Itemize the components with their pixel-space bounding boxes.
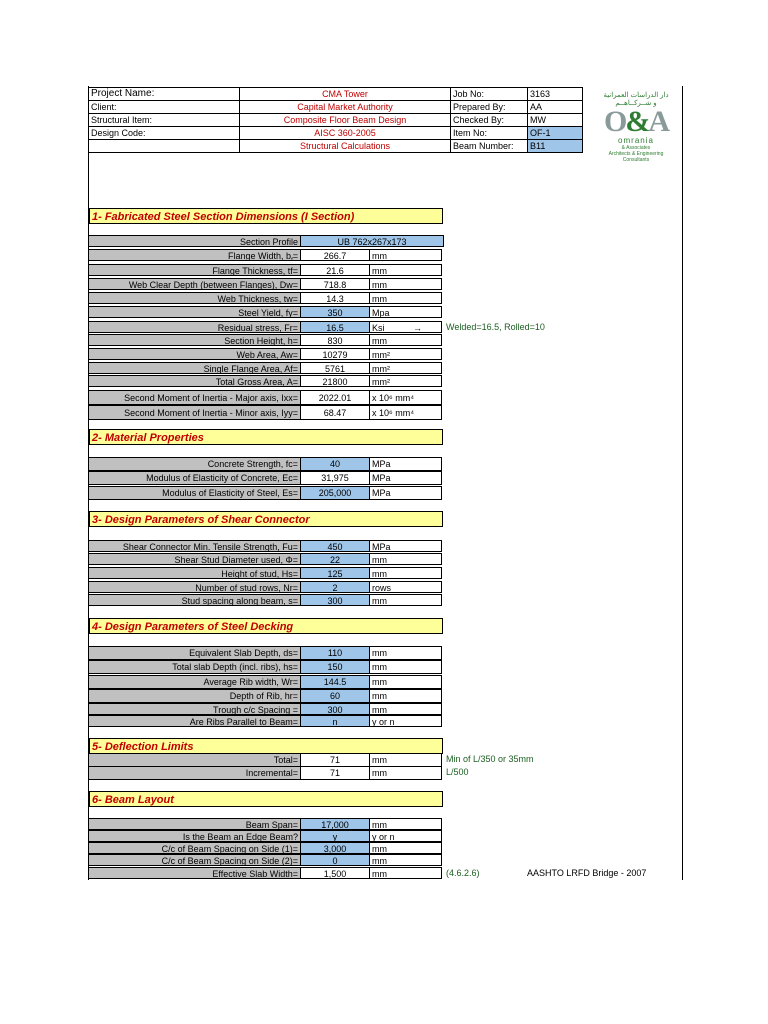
- inertia-major-value: 2022.01: [301, 390, 370, 405]
- client-label: Client:: [89, 101, 240, 114]
- checked-by-value[interactable]: MW: [528, 114, 583, 127]
- trough-spacing-unit: mm: [370, 703, 442, 715]
- stud-spacing-input[interactable]: 300: [301, 594, 370, 606]
- equivalent-slab-depth-label: Equivalent Slab Depth, ds=: [88, 646, 301, 660]
- stud-diameter-unit: mm: [370, 553, 442, 565]
- beam-spacing-side1-label: C/c of Beam Spacing on Side (1)=: [88, 842, 301, 854]
- header-row: [89, 101, 583, 114]
- logo-tagline: Architects & Engineering Consultants: [608, 151, 664, 163]
- concrete-strength-unit: MPa: [370, 457, 442, 471]
- beam-spacing-side1-input[interactable]: 3,000: [301, 842, 370, 854]
- effective-slab-width-value: 1,500: [301, 867, 370, 879]
- deflection-total-unit: mm: [370, 753, 442, 767]
- concrete-modulus-value: 31,975: [301, 471, 370, 485]
- section-profile-select[interactable]: UB 762x267x173: [301, 235, 444, 247]
- stud-spacing-label: Stud spacing along beam, s=: [88, 594, 301, 606]
- prepared-by-label: Prepared By:: [451, 101, 528, 114]
- empty-label: [89, 140, 240, 153]
- stud-tensile-unit: MPa: [370, 540, 442, 552]
- stud-rows-input[interactable]: 2: [301, 581, 370, 593]
- steel-modulus-label: Modulus of Elasticity of Steel, Es=: [88, 486, 301, 500]
- section-title-beam-layout: 6- Beam Layout: [89, 791, 443, 807]
- deflection-incremental-note: L/500: [446, 767, 469, 777]
- steel-yield-unit: Mpa: [370, 306, 442, 318]
- flange-thickness-unit: mm: [370, 264, 442, 276]
- steel-modulus-unit: MPa: [370, 486, 442, 500]
- checked-by-label: Checked By:: [451, 114, 528, 127]
- flange-width-value: 266.7: [301, 249, 370, 261]
- total-gross-area-unit: mm²: [370, 375, 442, 387]
- inertia-minor-label: Second Moment of Inertia - Minor axis, Iyy=: [88, 405, 301, 420]
- stud-tensile-label: Shear Connector Min. Tensile Strength, Fu=: [88, 540, 301, 552]
- concrete-modulus-unit: MPa: [370, 471, 442, 485]
- inertia-major-label: Second Moment of Inertia - Major axis, Ixx=: [88, 390, 301, 405]
- web-area-unit: mm²: [370, 348, 442, 360]
- flange-thickness-label: Flange Thickness, tf=: [88, 264, 301, 276]
- concrete-modulus-label: Modulus of Elasticity of Concrete, Ec=: [88, 471, 301, 485]
- web-clear-depth-label: Web Clear Depth (between Flanges), Dw=: [88, 278, 301, 290]
- web-clear-depth-unit: mm: [370, 278, 442, 290]
- stud-height-unit: mm: [370, 567, 442, 579]
- inertia-minor-value: 68.47: [301, 405, 370, 420]
- stud-tensile-input[interactable]: 450: [301, 540, 370, 552]
- deflection-incremental-unit: mm: [370, 766, 442, 780]
- effective-slab-width-label: Effective Slab Width=: [88, 867, 301, 879]
- flange-thickness-value: 21.6: [301, 264, 370, 276]
- beam-number-label: Beam Number:: [451, 140, 528, 153]
- edge-beam-input[interactable]: y: [301, 830, 370, 842]
- header-row: [89, 140, 583, 153]
- single-flange-area-unit: mm²: [370, 362, 442, 374]
- arrow-right-icon: →: [413, 323, 422, 333]
- equivalent-slab-depth-input[interactable]: 110: [301, 646, 370, 660]
- total-slab-depth-unit: mm: [370, 660, 442, 674]
- item-no-value[interactable]: OF-1: [528, 127, 583, 140]
- effective-slab-width-code: AASHTO LRFD Bridge - 2007: [527, 868, 647, 878]
- section-title-deflection: 5- Deflection Limits: [89, 738, 443, 754]
- residual-stress-unit: Ksi →: [370, 321, 442, 333]
- structural-item-value[interactable]: Composite Floor Beam Design: [240, 114, 451, 127]
- beam-spacing-side1-unit: mm: [370, 842, 442, 854]
- residual-stress-label: Residual stress, Fr=: [88, 321, 301, 333]
- document-type-value[interactable]: Structural Calculations: [240, 140, 451, 153]
- logo-arabic-line1: دار الدراسات العمرانية: [603, 92, 669, 99]
- web-area-label: Web Area, Aw=: [88, 348, 301, 360]
- effective-slab-width-ref: (4.6.2.6): [446, 868, 480, 878]
- logo-arabic-line2: و شــركــاهــم: [615, 100, 657, 107]
- ribs-parallel-label: Are Ribs Parallel to Beam=: [88, 715, 301, 727]
- single-flange-area-label: Single Flange Area, Af=: [88, 362, 301, 374]
- total-gross-area-value: 21800: [301, 375, 370, 387]
- stud-height-input[interactable]: 125: [301, 567, 370, 579]
- flange-width-label: Flange Width, $b_f=$: [88, 249, 301, 261]
- steel-yield-label: Steel Yield, fy=: [88, 306, 301, 318]
- header-row: [89, 88, 583, 101]
- section-height-value: 830: [301, 334, 370, 346]
- section-title-steel-section: 1- Fabricated Steel Section Dimensions (I Section): [89, 208, 443, 224]
- concrete-strength-label: Concrete Strength, fc=: [88, 457, 301, 471]
- section-title-shear-connector: 3- Design Parameters of Shear Connector: [89, 511, 443, 527]
- deflection-total-note: Min of L/350 or 35mm: [446, 754, 534, 764]
- header-table: [88, 87, 583, 153]
- rib-width-label: Average Rib width, Wr=: [88, 675, 301, 689]
- rib-width-unit: mm: [370, 675, 442, 689]
- logo-sub: & Associates: [621, 145, 651, 151]
- logo-name: omrania: [618, 136, 654, 145]
- stud-height-label: Height of stud, Hs=: [88, 567, 301, 579]
- concrete-strength-input[interactable]: 40: [301, 457, 370, 471]
- company-logo: [600, 92, 672, 163]
- stud-diameter-input[interactable]: 22: [301, 553, 370, 565]
- beam-span-input[interactable]: 17,000: [301, 818, 370, 830]
- section-profile-label: Section Profile: [88, 235, 301, 247]
- stud-rows-unit: rows: [370, 581, 442, 593]
- web-thickness-label: Web Thickness, tw=: [88, 292, 301, 304]
- inertia-major-unit: x 10⁶ mm⁴: [370, 390, 442, 405]
- section-height-unit: mm: [370, 334, 442, 346]
- logo-mark: O&A: [603, 105, 668, 138]
- inertia-minor-unit: x 10⁶ mm⁴: [370, 405, 442, 420]
- residual-stress-input[interactable]: 16.5: [301, 321, 370, 333]
- deflection-total-value: 71: [301, 753, 370, 767]
- stud-diameter-label: Shear Stud Diameter used, Φ=: [88, 553, 301, 565]
- steel-modulus-input[interactable]: 205,000: [301, 486, 370, 500]
- header-row: [89, 127, 583, 140]
- total-slab-depth-input[interactable]: 150: [301, 660, 370, 674]
- equivalent-slab-depth-unit: mm: [370, 646, 442, 660]
- beam-span-label: Beam Span=: [88, 818, 301, 830]
- web-thickness-value: 14.3: [301, 292, 370, 304]
- rib-depth-unit: mm: [370, 689, 442, 703]
- edge-beam-label: Is the Beam an Edge Beam?: [88, 830, 301, 842]
- job-no-value[interactable]: 3163: [528, 88, 583, 101]
- project-name-label: Project Name:: [89, 88, 240, 101]
- trough-spacing-input[interactable]: 300: [301, 703, 370, 715]
- job-no-label: Job No:: [451, 88, 528, 101]
- section-title-steel-decking: 4- Design Parameters of Steel Decking: [89, 618, 443, 634]
- web-area-value: 10279: [301, 348, 370, 360]
- rib-depth-label: Depth of Rib, hr=: [88, 689, 301, 703]
- deflection-incremental-label: Incremental=: [88, 766, 301, 780]
- web-clear-depth-value: 718.8: [301, 278, 370, 290]
- client-value[interactable]: Capital Market Authority: [240, 101, 451, 114]
- header-row: [89, 114, 583, 127]
- section-height-label: Section Height, h=: [88, 334, 301, 346]
- beam-spacing-side2-label: C/c of Beam Spacing on Side (2)=: [88, 854, 301, 866]
- ribs-parallel-unit: y or n: [370, 715, 442, 727]
- trough-spacing-label: Trough c/c Spacing =: [88, 703, 301, 715]
- effective-slab-width-unit: mm: [370, 867, 442, 879]
- rib-width-input[interactable]: 144.5: [301, 675, 370, 689]
- rib-depth-input[interactable]: 60: [301, 689, 370, 703]
- total-slab-depth-label: Total slab Depth (incl. ribs), hs=: [88, 660, 301, 674]
- steel-yield-input[interactable]: 350: [301, 306, 370, 318]
- web-thickness-unit: mm: [370, 292, 442, 304]
- beam-spacing-side2-input[interactable]: 0: [301, 854, 370, 866]
- section-title-material: 2- Material Properties: [89, 429, 443, 445]
- stud-rows-label: Number of stud rows, Nr=: [88, 581, 301, 593]
- flange-width-unit: mm: [370, 249, 442, 261]
- structural-item-label: Structural Item:: [89, 114, 240, 127]
- project-name-value[interactable]: CMA Tower: [240, 88, 451, 101]
- design-code-value[interactable]: AISC 360-2005: [240, 127, 451, 140]
- edge-beam-unit: y or n: [370, 830, 442, 842]
- prepared-by-value[interactable]: AA: [528, 101, 583, 114]
- beam-span-unit: mm: [370, 818, 442, 830]
- deflection-total-label: Total=: [88, 753, 301, 767]
- beam-number-value[interactable]: B11: [528, 140, 583, 153]
- stud-spacing-unit: mm: [370, 594, 442, 606]
- total-gross-area-label: Total Gross Area, A=: [88, 375, 301, 387]
- deflection-incremental-value: 71: [301, 766, 370, 780]
- residual-stress-note: Welded=16.5, Rolled=10: [446, 322, 545, 332]
- single-flange-area-value: 5761: [301, 362, 370, 374]
- item-no-label: Item No:: [451, 127, 528, 140]
- design-code-label: Design Code:: [89, 127, 240, 140]
- beam-spacing-side2-unit: mm: [370, 854, 442, 866]
- ribs-parallel-input[interactable]: n: [301, 715, 370, 727]
